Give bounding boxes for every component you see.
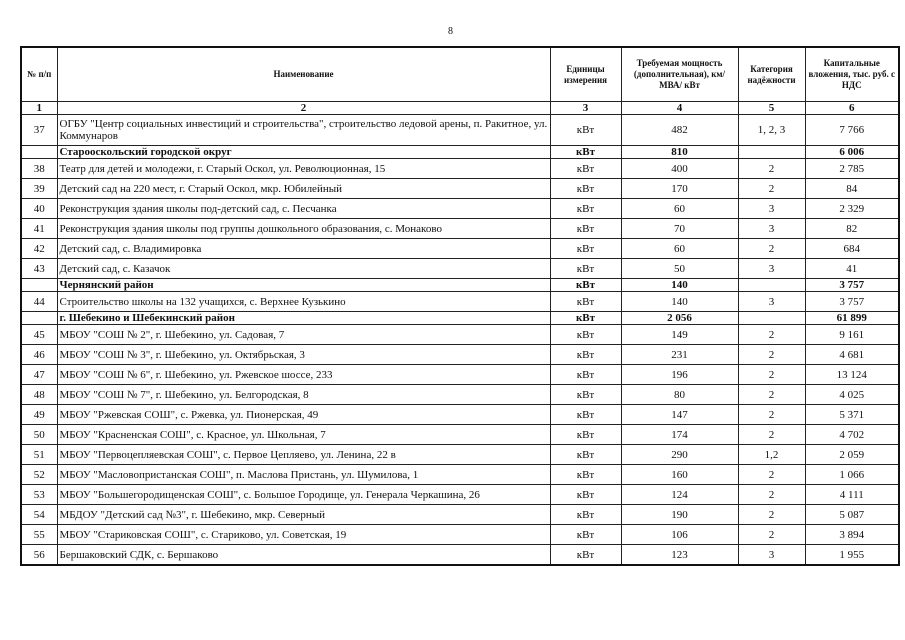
column-number: 3 [550,102,621,115]
row-name: Чернянский район [57,279,550,292]
row-number: 39 [21,179,57,199]
row-number [21,312,57,325]
row-number: 37 [21,115,57,146]
row-category: 2 [738,179,805,199]
section-row [21,146,899,159]
table-row [21,545,899,566]
row-unit: кВт [550,199,621,219]
row-investment: 2 059 [805,445,899,465]
column-number: 2 [57,102,550,115]
row-number: 48 [21,385,57,405]
row-power: 50 [621,259,738,279]
table-row [21,159,899,179]
row-investment: 3 757 [805,279,899,292]
row-power: 106 [621,525,738,545]
column-number: 4 [621,102,738,115]
row-unit: кВт [550,345,621,365]
table-row [21,219,899,239]
header-investment: Капитальные вложения, тыс. руб. с НДС [805,47,899,102]
row-unit: кВт [550,545,621,566]
row-name: МБОУ "Большегородищенская СОШ", с. Большое Городище, ул. Генерала Черкашина, 26 [57,485,550,505]
row-investment: 41 [805,259,899,279]
row-power: 810 [621,146,738,159]
row-investment: 3 894 [805,525,899,545]
row-name: МБОУ "СОШ № 7", г. Шебекино, ул. Белгородская, 8 [57,385,550,405]
table-row [21,505,899,525]
row-number: 38 [21,159,57,179]
row-category: 2 [738,159,805,179]
row-power: 482 [621,115,738,146]
row-category: 2 [738,365,805,385]
section-row [21,279,899,292]
row-name: Реконструкция здания школы под группы дошкольного образования, с. Монаково [57,219,550,239]
row-number: 56 [21,545,57,566]
row-category [738,146,805,159]
row-category: 1, 2, 3 [738,115,805,146]
row-number: 47 [21,365,57,385]
row-unit: кВт [550,159,621,179]
row-number: 42 [21,239,57,259]
row-category: 3 [738,199,805,219]
row-investment: 9 161 [805,325,899,345]
row-name: МБОУ "Красненская СОШ", с. Красное, ул. Школьная, 7 [57,425,550,445]
row-unit: кВт [550,239,621,259]
row-name: Реконструкция здания школы под-детский сад, с. Песчанка [57,199,550,219]
row-power: 231 [621,345,738,365]
row-number: 43 [21,259,57,279]
table-row [21,325,899,345]
row-investment: 4 702 [805,425,899,445]
row-unit: кВт [550,219,621,239]
row-name: Старооскольский городской округ [57,146,550,159]
row-category [738,312,805,325]
row-number: 41 [21,219,57,239]
row-power: 140 [621,279,738,292]
row-investment: 3 757 [805,292,899,312]
row-unit: кВт [550,405,621,425]
column-number-row [21,102,899,115]
row-category: 2 [738,239,805,259]
row-power: 2 056 [621,312,738,325]
column-number: 5 [738,102,805,115]
row-number: 52 [21,465,57,485]
row-power: 147 [621,405,738,425]
row-category: 2 [738,505,805,525]
row-name: МБОУ "Масловопристанская СОШ", п. Маслова Пристань, ул. Шумилова, 1 [57,465,550,485]
row-power: 123 [621,545,738,566]
row-investment: 4 025 [805,385,899,405]
table-row [21,485,899,505]
row-unit: кВт [550,325,621,345]
row-name: МБОУ "СОШ № 6", г. Шебекино, ул. Ржевское шоссе, 233 [57,365,550,385]
row-unit: кВт [550,485,621,505]
row-power: 140 [621,292,738,312]
row-number [21,146,57,159]
row-number: 54 [21,505,57,525]
row-unit: кВт [550,292,621,312]
row-name: МБОУ "Первоцепляевская СОШ", с. Первое Цепляево, ул. Ленина, 22 в [57,445,550,465]
row-name: МБДОУ "Детский сад №3", г. Шебекино, мкр. Северный [57,505,550,525]
table-row [21,525,899,545]
row-name: ОГБУ "Центр социальных инвестиций и строительства", строительство ледовой арены, п. Ракитное, ул. Коммунаров [57,115,550,146]
row-category: 3 [738,292,805,312]
row-power: 196 [621,365,738,385]
header-category: Категория надёжности [738,47,805,102]
row-investment: 13 124 [805,365,899,385]
row-name: г. Шебекино и Шебекинский район [57,312,550,325]
row-investment: 61 899 [805,312,899,325]
table-row [21,239,899,259]
table-row [21,292,899,312]
row-number: 55 [21,525,57,545]
table-row [21,385,899,405]
row-investment: 684 [805,239,899,259]
row-investment: 2 785 [805,159,899,179]
table-row [21,445,899,465]
row-unit: кВт [550,312,621,325]
row-power: 149 [621,325,738,345]
row-unit: кВт [550,505,621,525]
row-power: 174 [621,425,738,445]
table-row [21,259,899,279]
row-investment: 2 329 [805,199,899,219]
row-power: 190 [621,505,738,525]
row-unit: кВт [550,146,621,159]
row-investment: 84 [805,179,899,199]
row-number: 40 [21,199,57,219]
row-category: 2 [738,465,805,485]
table-row [21,179,899,199]
row-investment: 5 371 [805,405,899,425]
row-name: Строительство школы на 132 учащихся, с. Верхнее Кузькино [57,292,550,312]
row-investment: 1 066 [805,465,899,485]
row-power: 290 [621,445,738,465]
row-name: Детский сад, с. Владимировка [57,239,550,259]
row-name: Детский сад, с. Казачок [57,259,550,279]
row-category: 2 [738,345,805,365]
row-number: 49 [21,405,57,425]
row-category [738,279,805,292]
row-number: 45 [21,325,57,345]
row-unit: кВт [550,425,621,445]
row-power: 60 [621,239,738,259]
row-power: 70 [621,219,738,239]
page-number: 8 [448,26,453,37]
row-investment: 82 [805,219,899,239]
row-unit: кВт [550,259,621,279]
row-number: 46 [21,345,57,365]
row-power: 400 [621,159,738,179]
table-row [21,115,899,146]
row-number: 50 [21,425,57,445]
row-unit: кВт [550,445,621,465]
row-number: 51 [21,445,57,465]
row-category: 3 [738,219,805,239]
header-row [21,47,899,102]
row-power: 160 [621,465,738,485]
header-number: № п/п [21,47,57,102]
row-unit: кВт [550,179,621,199]
row-unit: кВт [550,279,621,292]
row-power: 60 [621,199,738,219]
row-power: 170 [621,179,738,199]
row-name: МБОУ "Стариковская СОШ", с. Стариково, ул. Советская, 19 [57,525,550,545]
row-category: 2 [738,405,805,425]
row-category: 3 [738,545,805,566]
column-number: 1 [21,102,57,115]
table-row [21,199,899,219]
row-investment: 4 111 [805,485,899,505]
section-row [21,312,899,325]
row-investment: 7 766 [805,115,899,146]
row-investment: 1 955 [805,545,899,566]
table-row [21,465,899,485]
row-unit: кВт [550,465,621,485]
header-unit: Единицы измерения [550,47,621,102]
row-category: 2 [738,525,805,545]
table-row [21,365,899,385]
row-power: 124 [621,485,738,505]
row-category: 3 [738,259,805,279]
row-investment: 5 087 [805,505,899,525]
row-number [21,279,57,292]
row-name: Театр для детей и молодежи, г. Старый Оскол, ул. Революционная, 15 [57,159,550,179]
row-unit: кВт [550,365,621,385]
column-number: 6 [805,102,899,115]
header-name: Наименование [57,47,550,102]
row-name: Детский сад на 220 мест, г. Старый Оскол, мкр. Юбилейный [57,179,550,199]
row-category: 1,2 [738,445,805,465]
table-row [21,405,899,425]
row-number: 53 [21,485,57,505]
row-category: 2 [738,385,805,405]
row-number: 44 [21,292,57,312]
row-investment: 6 006 [805,146,899,159]
row-name: Бершаковский СДК, с. Бершаково [57,545,550,566]
investment-table [20,46,900,566]
row-unit: кВт [550,385,621,405]
row-name: МБОУ "СОШ № 2", г. Шебекино, ул. Садовая, 7 [57,325,550,345]
row-category: 2 [738,425,805,445]
row-investment: 4 681 [805,345,899,365]
row-name: МБОУ "СОШ № 3", г. Шебекино, ул. Октябрьская, 3 [57,345,550,365]
table-row [21,425,899,445]
row-category: 2 [738,485,805,505]
row-unit: кВт [550,115,621,146]
row-power: 80 [621,385,738,405]
row-unit: кВт [550,525,621,545]
header-power: Требуемая мощность (дополнительная), км/ МВА/ кВт [621,47,738,102]
row-category: 2 [738,325,805,345]
table-row [21,345,899,365]
row-name: МБОУ "Ржевская СОШ", с. Ржевка, ул. Пионерская, 49 [57,405,550,425]
